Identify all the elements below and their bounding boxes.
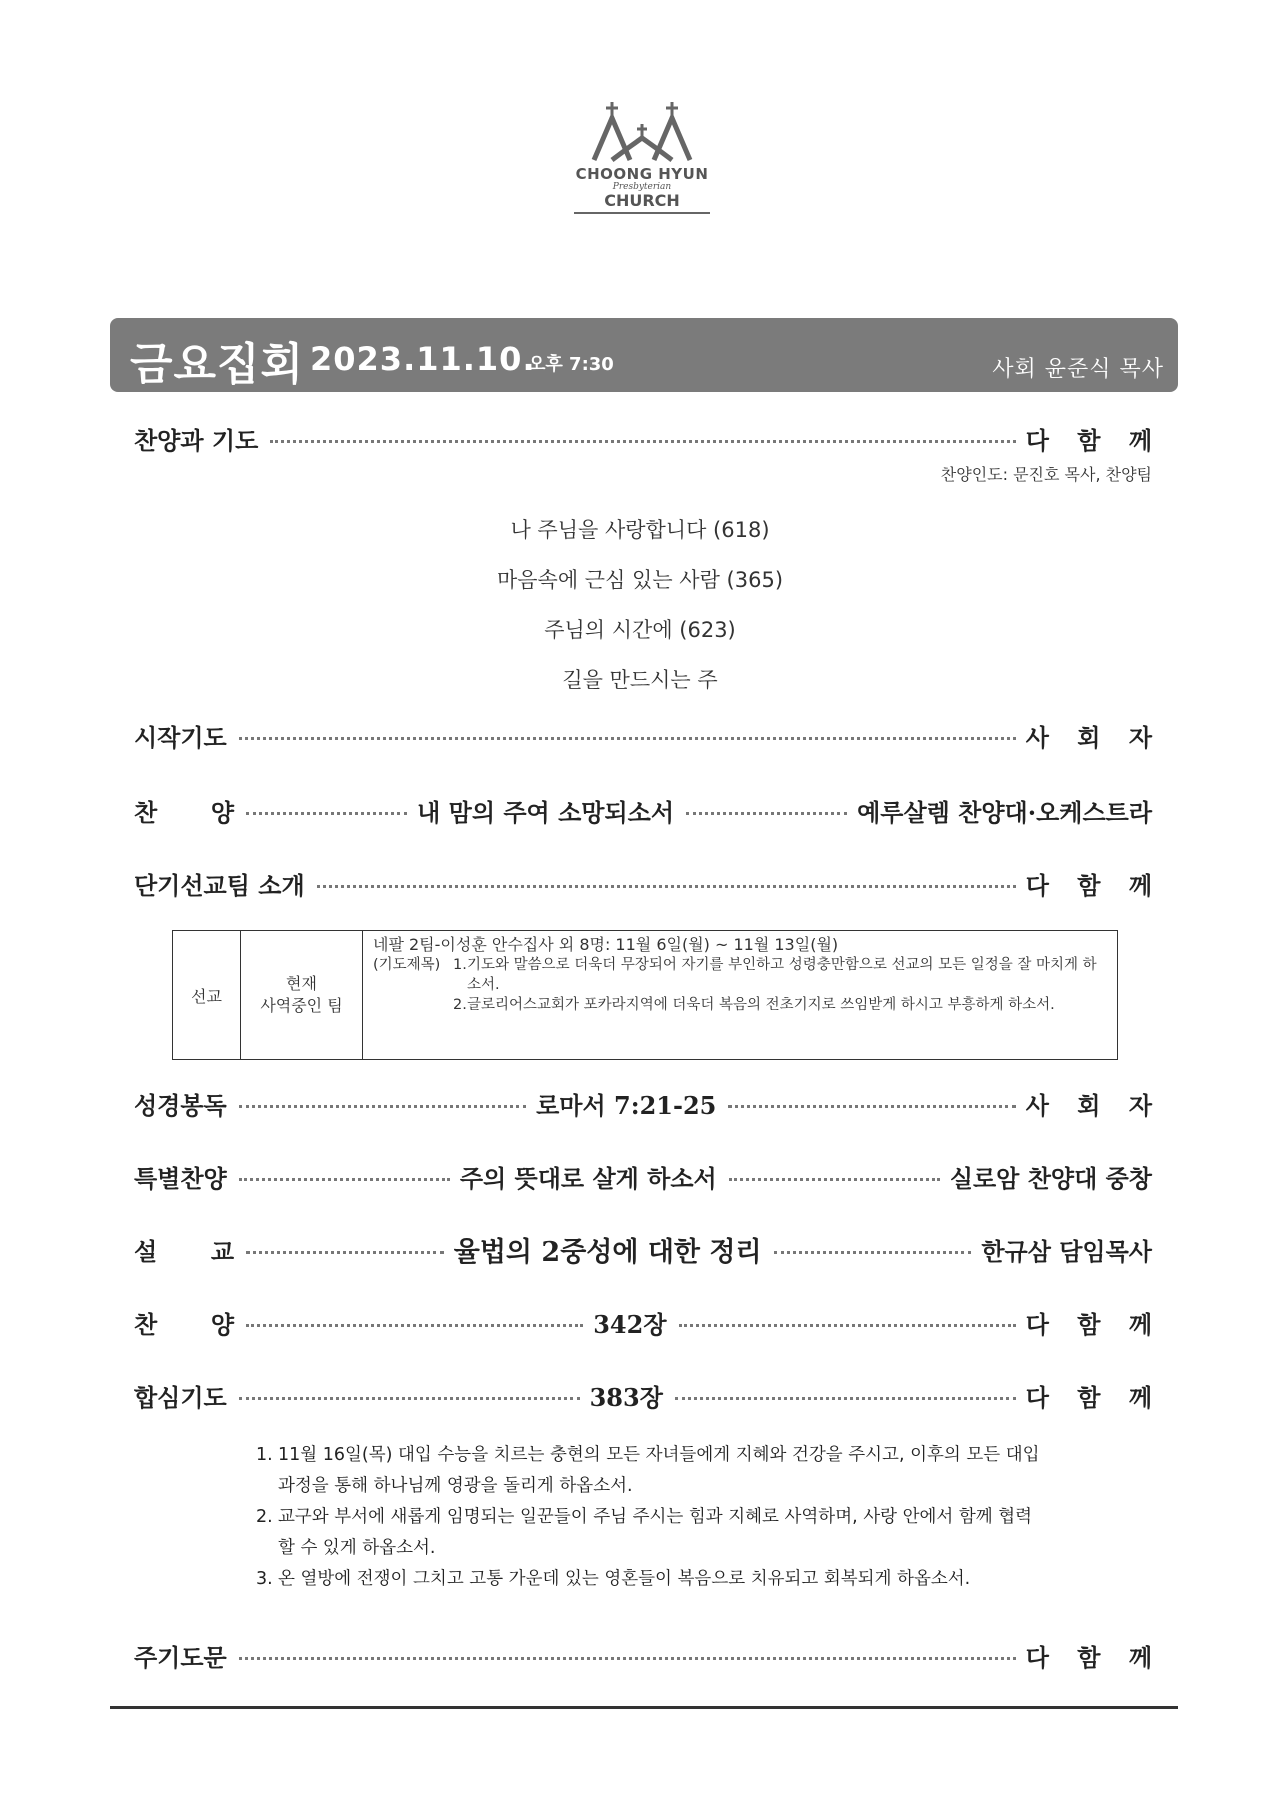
mission-prayer-item: 2. 글로리어스교회가 포카라지역에 더욱더 복음의 전초기지로 쓰임받게 하시고 부흥하게 하소서. [453, 997, 1055, 1013]
prayer-item: 3. 온 열방에 전쟁이 그치고 고통 가운데 있는 영혼들이 복음으로 치유되고 회복되게 하옵소서. [256, 1569, 971, 1589]
mission-table [172, 930, 1118, 1060]
song-item: 나 주님을 사랑합니다 (618) [510, 518, 770, 542]
logo-text-line3: CHURCH [604, 191, 680, 210]
order-item-special-music [134, 1156, 1152, 1196]
order-label: 찬양과 기도 [134, 425, 259, 455]
order-label: 주기도문 [134, 1642, 227, 1672]
church-logo [572, 100, 712, 235]
mission-details [363, 931, 1118, 1060]
order-label: 설 교 [134, 1236, 234, 1266]
order-middle: 383장 [589, 1382, 663, 1412]
order-label: 합심기도 [134, 1382, 227, 1412]
mission-category: 선교 [173, 931, 241, 1060]
service-leader: 사회 윤준식 목사 [992, 357, 1164, 382]
order-right: 다 함 께 [1025, 1309, 1162, 1339]
dot-leader [246, 812, 407, 815]
prayer-item: 2. 교구와 부서에 새롭게 임명되는 일꾼들이 주님 주시는 힘과 지혜로 사역하며, 사랑 안에서 함께 협력할 수 있게 하옵소서. [256, 1507, 1033, 1558]
dot-leader [270, 440, 1015, 443]
dot-leader [246, 1324, 583, 1327]
song-item: 길을 만드시는 주 [562, 668, 718, 692]
order-item-hymn [134, 790, 1152, 830]
mission-team: 네팔 2팀-이성훈 안수집사 외 8명: 11월 6일(월) ~ 11월 13일(월) [373, 935, 839, 954]
dot-leader [317, 885, 1016, 888]
song-item: 마음속에 근심 있는 사람 (365) [496, 568, 784, 592]
order-item-mission-intro [134, 863, 1162, 903]
dot-leader [239, 1657, 1016, 1660]
order-right: 다 함 께 [1025, 870, 1162, 900]
dot-leader [728, 1105, 1015, 1108]
order-item-scripture [134, 1083, 1162, 1123]
dot-leader [729, 1178, 940, 1181]
worship-leader-note: 찬양인도: 문진호 목사, 찬양팀 [940, 465, 1152, 484]
dot-leader [239, 1178, 450, 1181]
mission-prayer-item: (기도제목) 1. 기도와 말씀으로 더욱더 무장되어 자기를 부인하고 성령충만함으로 선교의 모든 일정을 잘 마치게 하소서. [373, 957, 1097, 993]
order-right: 다 함 께 [1025, 425, 1162, 455]
order-middle: 로마서 7:21-25 [536, 1090, 717, 1120]
order-label: 특별찬양 [134, 1163, 227, 1193]
order-item-opening-prayer [134, 715, 1162, 755]
order-right: 예루살렘 찬양대·오케스트라 [857, 797, 1153, 827]
order-item-sermon [134, 1229, 1152, 1269]
order-label: 단기선교팀 소개 [134, 870, 305, 900]
dot-leader [679, 1324, 1016, 1327]
service-date: 2023.11.10. [310, 340, 536, 378]
order-right: 사 회 자 [1025, 1090, 1162, 1120]
service-header-bar [110, 318, 1178, 392]
order-label: 찬 양 [134, 1309, 234, 1339]
order-middle: 342장 [593, 1309, 667, 1339]
dot-leader [239, 1397, 580, 1400]
order-middle: 내 맘의 주여 소망되소서 [417, 797, 674, 827]
order-label: 성경봉독 [134, 1090, 227, 1120]
bottom-divider [110, 1706, 1178, 1709]
church-crosses-icon [586, 100, 698, 162]
prayer-list [256, 1440, 1046, 1595]
sermon-title: 율법의 2중성에 대한 정리 [453, 1236, 762, 1268]
logo-text-line2: Presbyterian [612, 182, 672, 192]
dot-leader [675, 1397, 1016, 1400]
order-item-unison-prayer [134, 1375, 1162, 1415]
order-right: 한규삼 담임목사 [981, 1236, 1152, 1266]
dot-leader [246, 1251, 444, 1254]
dot-leader [774, 1251, 972, 1254]
order-label: 시작기도 [134, 722, 227, 752]
logo-underline [574, 212, 710, 214]
order-item-praise-prayer [134, 418, 1162, 458]
song-item: 주님의 시간에 (623) [544, 618, 736, 642]
dot-leader [686, 812, 847, 815]
order-right: 다 함 께 [1025, 1382, 1162, 1412]
order-label: 찬 양 [134, 797, 234, 827]
order-right: 실로암 찬양대 중창 [949, 1163, 1152, 1193]
order-middle: 주의 뜻대로 살게 하소서 [459, 1163, 717, 1193]
logo-text-line1: CHOONG HYUN [575, 165, 709, 183]
order-right: 사 회 자 [1025, 722, 1162, 752]
mission-subcategory: 현재 사역중인 팀 [241, 931, 363, 1060]
order-item-hymn-342 [134, 1302, 1162, 1342]
order-right: 다 함 께 [1025, 1642, 1162, 1672]
song-list [0, 505, 1280, 705]
order-item-lords-prayer [134, 1635, 1162, 1675]
dot-leader [239, 737, 1016, 740]
prayer-item: 1. 11월 16일(목) 대입 수능을 치르는 충현의 모든 자녀들에게 지혜와 건강을 주시고, 이후의 모든 대입 과정을 통해 하나님께 영광을 돌리게 하옵소서. [256, 1445, 1040, 1496]
service-title: 금요집회 [130, 339, 305, 390]
service-time: 오후 7:30 [528, 354, 614, 375]
dot-leader [239, 1105, 526, 1108]
